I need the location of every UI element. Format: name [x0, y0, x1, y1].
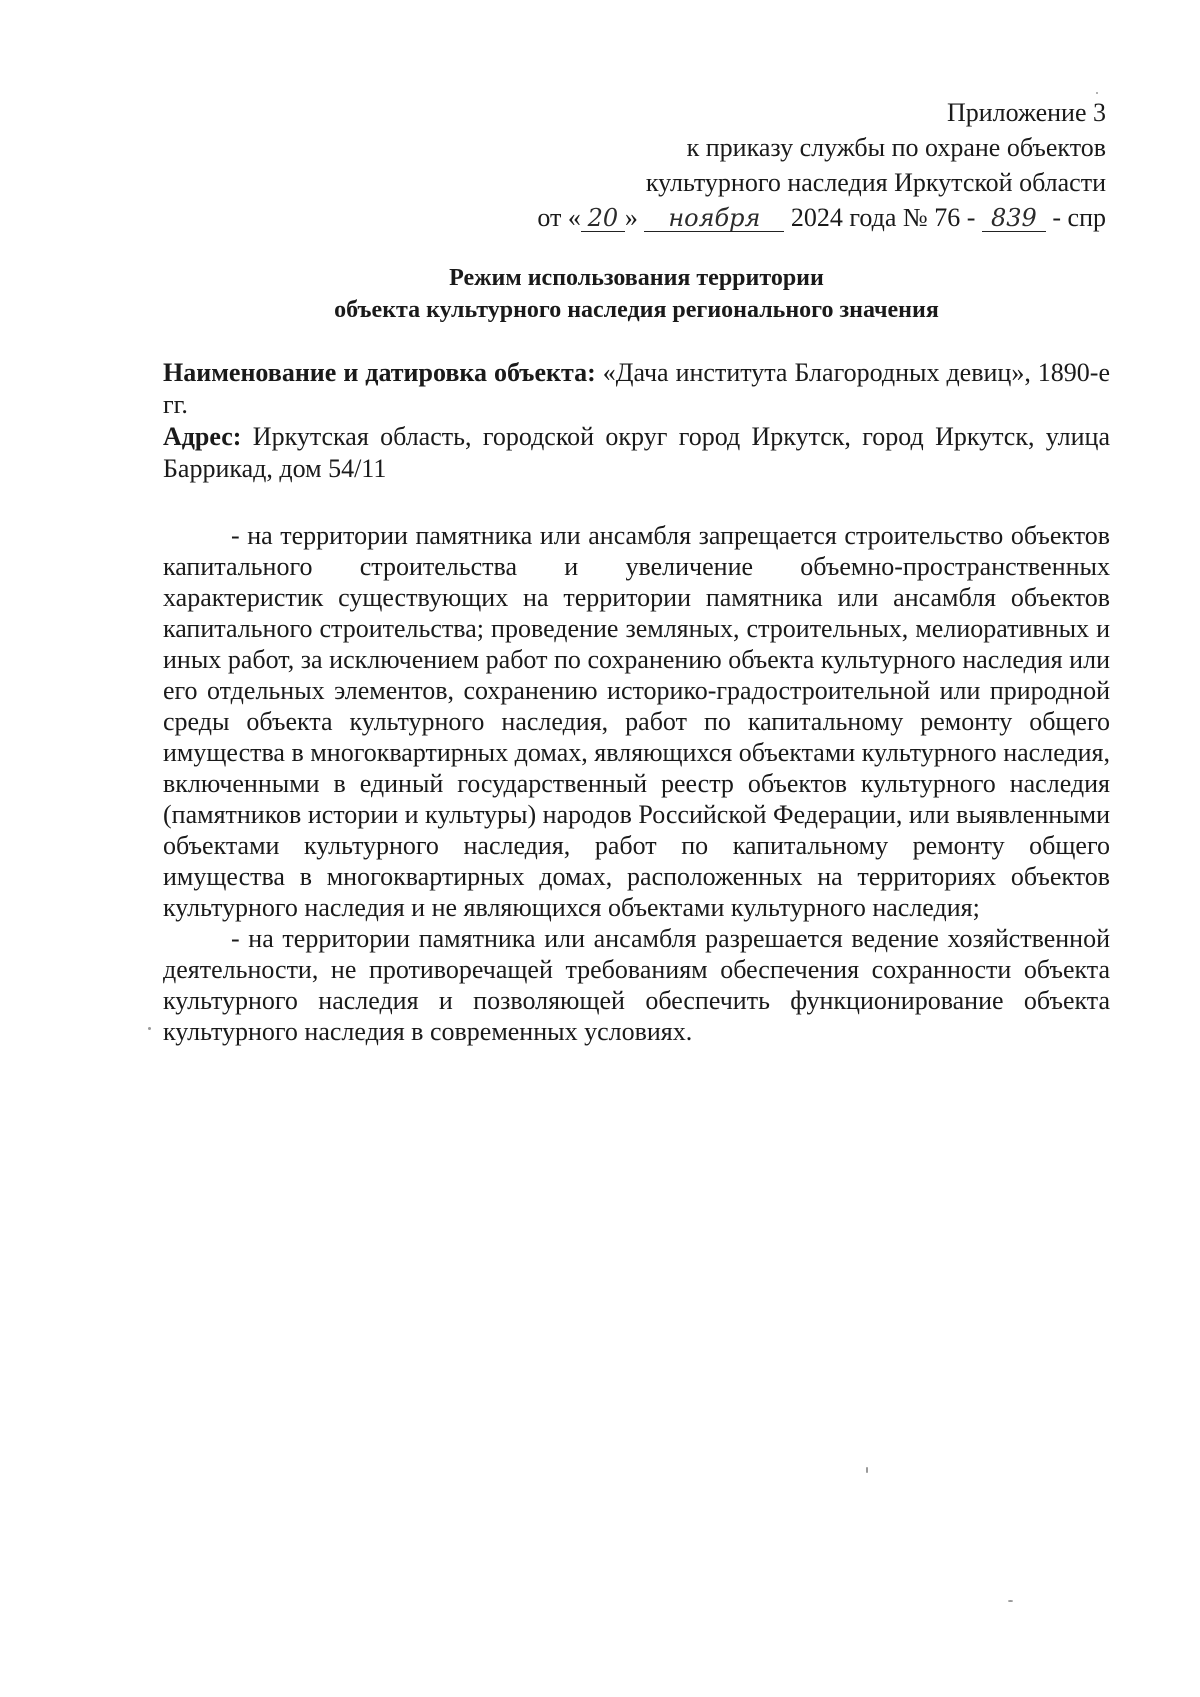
appendix-header [406, 95, 1106, 235]
date-prefix: от « [537, 203, 581, 232]
scan-speck [866, 1467, 868, 1473]
regime-body [163, 520, 1110, 1047]
order-reference-line-1: к приказу службы по охране объектов [686, 133, 1106, 162]
order-date-line [406, 200, 1106, 235]
order-suffix: - спр [1052, 203, 1106, 232]
document-title [163, 262, 1110, 326]
title-line-2: объекта культурного наследия регионального значения [334, 297, 939, 323]
order-reference-line-2: культурного наследия Иркутской области [645, 168, 1106, 197]
object-address-value: Иркутская область, городской округ город Иркутск, город Иркутск, улица Баррикад, дом 54/11 [163, 422, 1111, 483]
scan-speck [1008, 1600, 1013, 1602]
regime-paragraph-prohibitions: - на территории памятника или ансамбля запрещается строительство объектов капитального строительства и увеличение объемно-пространственных характеристик существующих на территории памятника или ансамбля объектов капитального строительства; проведение земляных, строительных, мелиоративных и иных работ, за исключением работ по сохранению объекта культурного наследия или его отдельных элементов, сохранению историко-градостроительной или природной среды объекта культурного наследия, работ по капитальному ремонту общего имущества в многоквартирных домах, являющихся объектами культурного наследия, включенными в единый государственный реестр объектов культурного наследия (памятников истории и культуры) народов Российской Федерации, или выявленными объектами культурного наследия, работ по капитальному ремонту общего имущества в многоквартирных домах, расположенных на территориях объектов культурного наследия и не являющихся объектами культурного наследия; [163, 521, 1110, 922]
appendix-label: Приложение 3 [946, 98, 1106, 127]
object-name-value: «Дача института Благородных девиц», 1890-е гг. [163, 358, 1111, 419]
object-name-label: Наименование и датировка объекта: [163, 358, 596, 387]
handwritten-day: 20 [581, 205, 625, 232]
object-name-row [163, 357, 1110, 421]
scan-speck [1096, 92, 1098, 94]
object-address-row [163, 421, 1110, 485]
object-address-label: Адрес: [163, 422, 242, 451]
regime-paragraph-permissions: - на территории памятника или ансамбля разрешается ведение хозяйственной деятельности, не противоречащей требованиям обеспечения сохранности объекта культурного наследия и позволяющей обеспечить функционирование объекта культурного наследия в современных условиях. [163, 924, 1110, 1046]
date-year-text: 2024 года № 76 - [790, 203, 976, 232]
date-mid: » [624, 203, 638, 232]
object-details [163, 357, 1110, 485]
handwritten-month: ноября [644, 205, 784, 232]
handwritten-order-number: 839 [982, 205, 1046, 232]
scan-speck [148, 1027, 151, 1030]
title-line-1: Режим использования территории [449, 265, 824, 291]
